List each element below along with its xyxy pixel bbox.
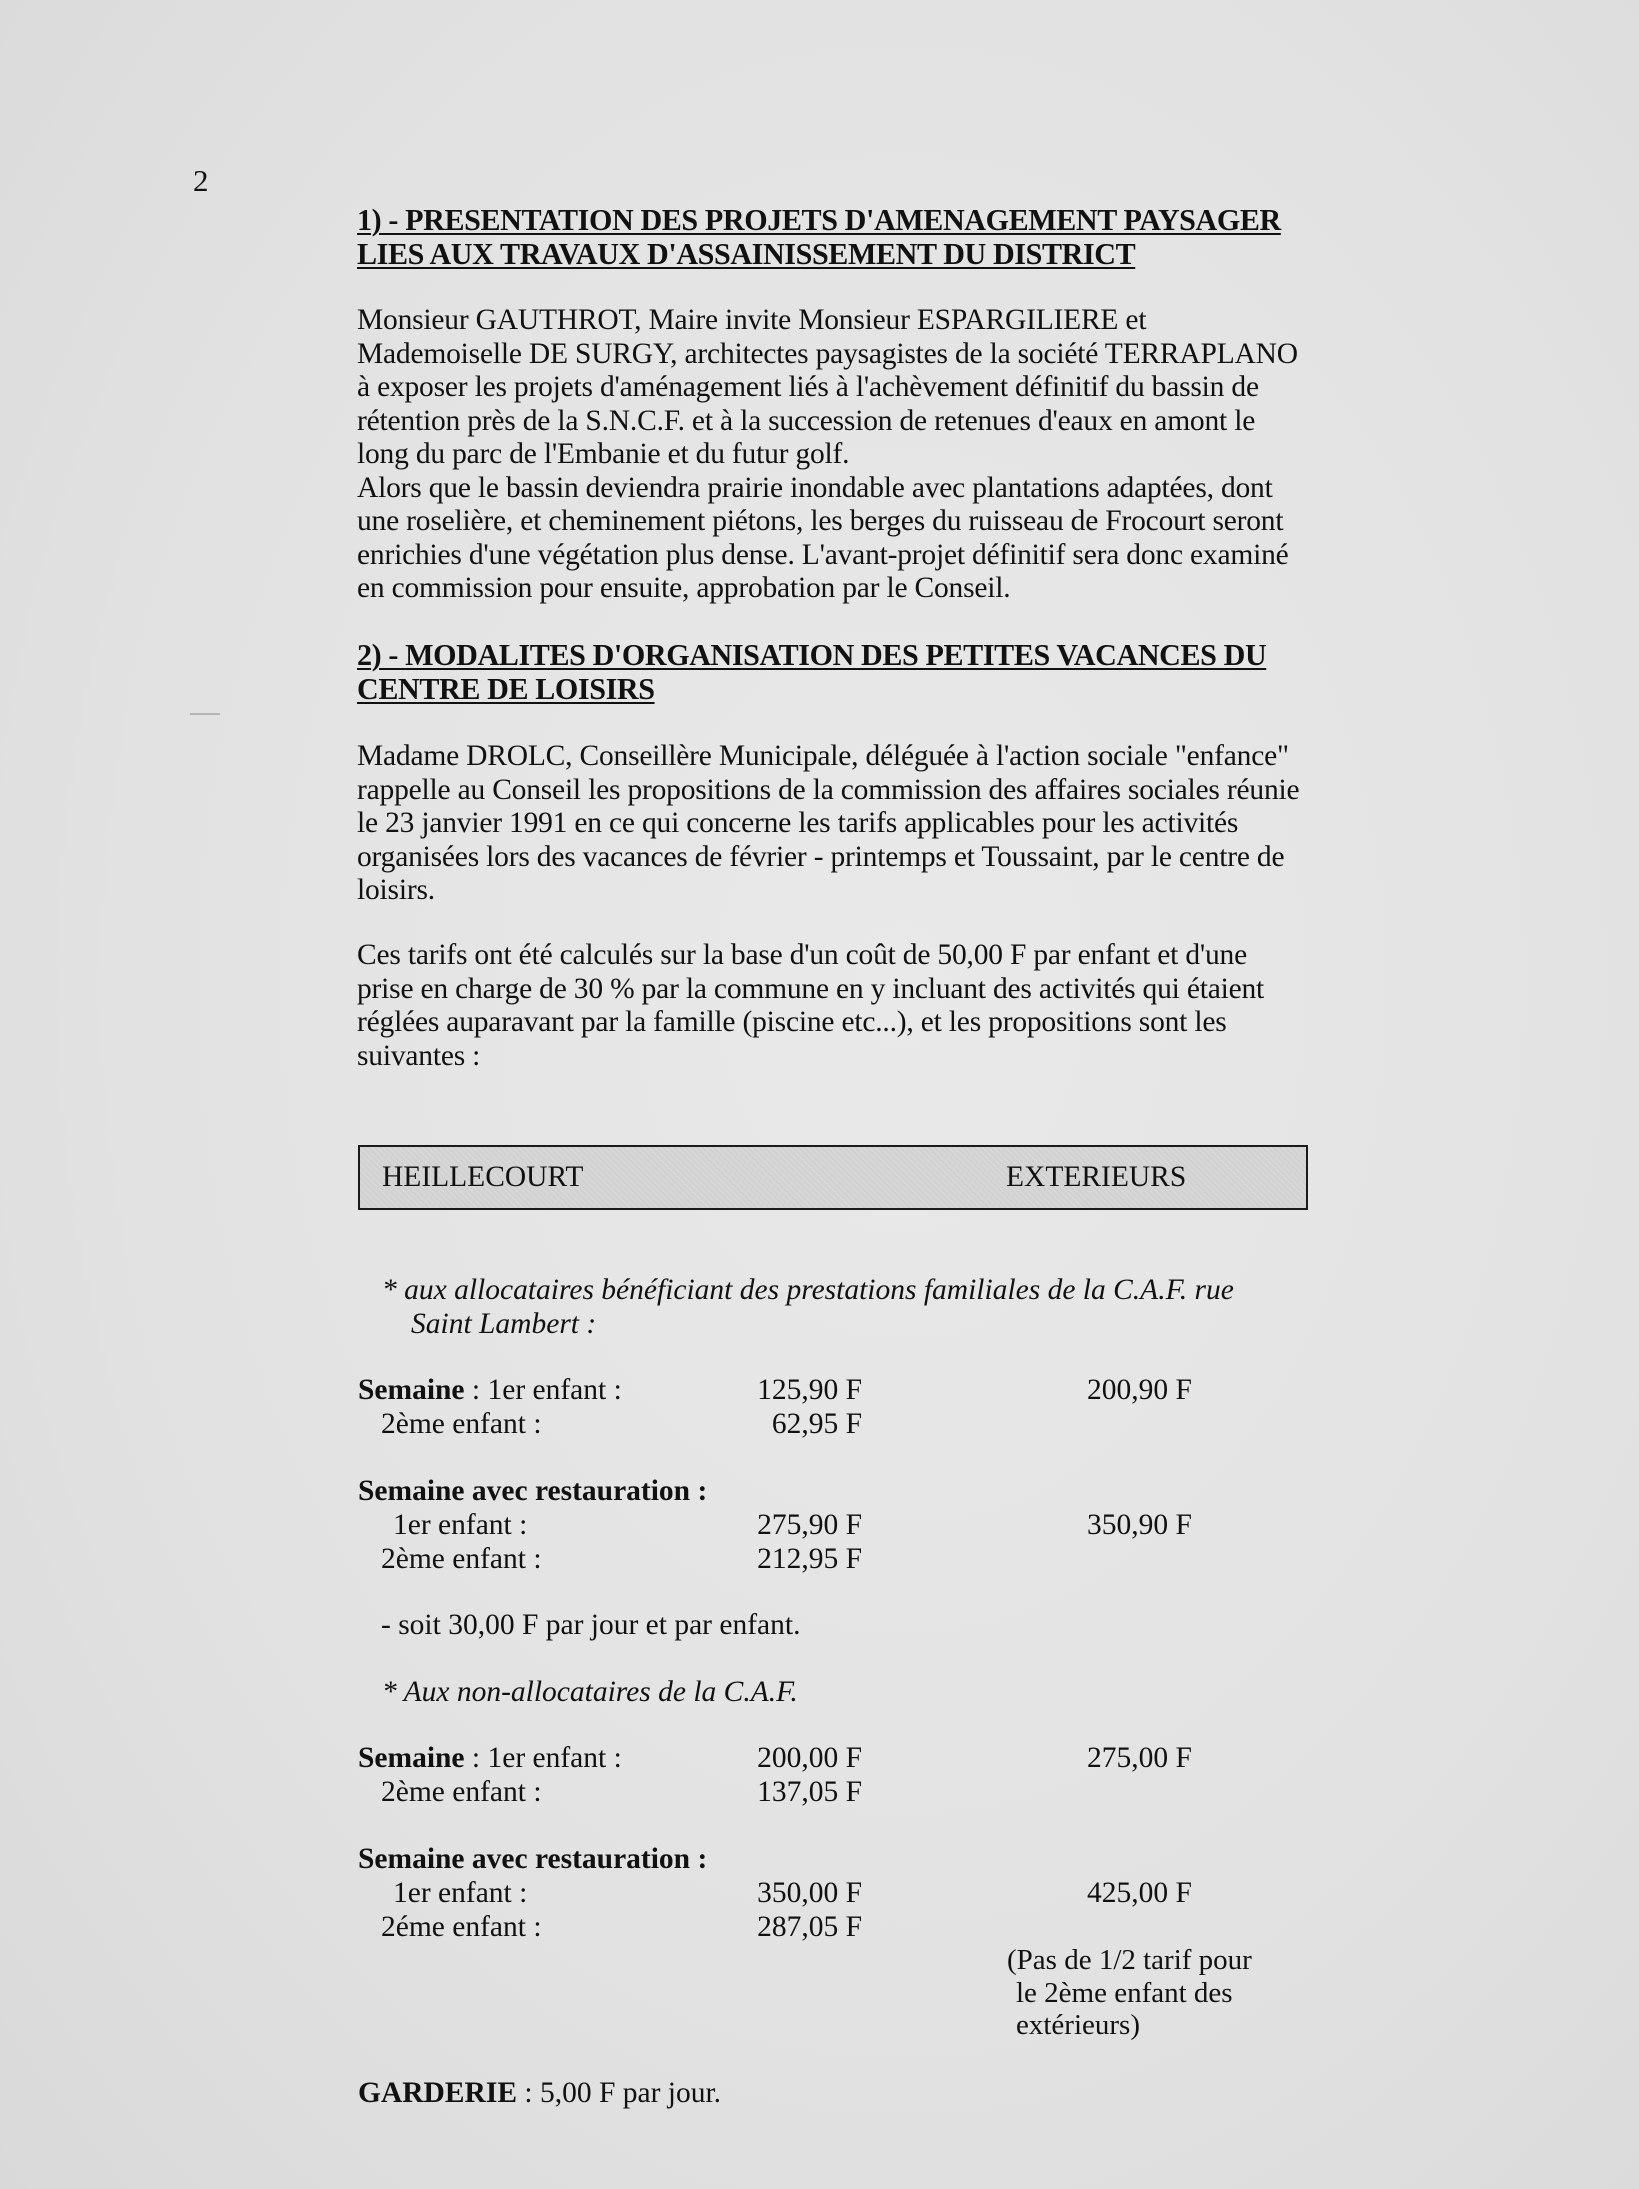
text-line: prise en charge de 30 % par la commune en y incluant des activités qui étaient: [357, 972, 1265, 1005]
price-local: 275,90 F: [757, 1509, 862, 1541]
heading-line: LIES AUX TRAVAUX D'ASSAINISSEMENT DU DISTRICT: [357, 236, 1136, 271]
text-line: une roselière, et cheminement piétons, les berges du ruisseau de Frocourt seront: [357, 505, 1284, 537]
price-exterior: 200,90 F: [1087, 1374, 1192, 1406]
text-line: en commission pour ensuite, approbation par le Conseil.: [357, 572, 1011, 604]
first-child-label: : 1er enfant :: [464, 1742, 622, 1774]
price-local: 62,95 F: [771, 1408, 862, 1440]
price-exterior: 275,00 F: [1087, 1742, 1192, 1774]
text-line: Mademoiselle DE SURGY, architectes paysagistes de la société TERRAPLANO: [357, 337, 1298, 370]
page-number: 2: [193, 163, 209, 198]
text-line: à exposer les projets d'aménagement liés à l'achèvement définitif du bassin de: [357, 371, 1259, 403]
text-line: rétention près de la S.N.C.F. et à la succession de retenues d'eaux en amont le: [357, 404, 1256, 437]
first-child-label: 1er enfant :: [393, 1509, 528, 1541]
exterior-note: [1007, 1944, 1252, 2042]
price-local: 200,00 F: [757, 1742, 862, 1774]
allocataires-title: * aux allocataires bénéficiant des prestations familiales de la C.A.F. rue: [382, 1274, 1234, 1306]
semaine-label: Semaine: [358, 1374, 465, 1406]
first-child-label: 1er enfant :: [393, 1877, 528, 1909]
section-1-paragraph: [357, 304, 1298, 606]
price-exterior: 425,00 F: [1087, 1877, 1192, 1909]
text-line: rappelle au Conseil les propositions de la commission des affaires sociales réunie: [357, 773, 1300, 806]
text-line: Ces tarifs ont été calculés sur la base d'un coût de 50,00 F par enfant et d'une: [357, 939, 1248, 971]
allocataires-title-cont: Saint Lambert :: [411, 1308, 597, 1340]
price-exterior: 350,90 F: [1087, 1509, 1192, 1541]
garderie-value: : 5,00 F par jour.: [517, 2077, 722, 2109]
heading-line: 2) - MODALITES D'ORGANISATION DES PETITES VACANCES DU: [357, 637, 1267, 672]
semaine-restauration-label: [358, 1474, 707, 1508]
semaine-row-label: [358, 1741, 622, 1775]
price-local: 212,95 F: [757, 1543, 862, 1575]
margin-mark: [190, 713, 220, 715]
column-header-heillecourt: HEILLECOURT: [382, 1161, 584, 1193]
second-child-label: 2ème enfant :: [381, 1776, 542, 1808]
garderie-line: [358, 2076, 721, 2110]
heading-line: CENTRE DE LOISIRS: [357, 671, 655, 706]
semaine-restauration-label: [358, 1842, 707, 1876]
section-2-heading: [357, 638, 1266, 706]
note-line: le 2ème enfant des: [1016, 1976, 1233, 2009]
text-line: organisées lors des vacances de février - printemps et Toussaint, par le centre de: [357, 840, 1285, 873]
semaine-row-label: [358, 1373, 622, 1407]
text-line: réglées auparavant par la famille (piscine etc...), et les propositions sont les: [357, 1006, 1227, 1038]
second-child-label: 2ème enfant :: [381, 1543, 542, 1575]
note-line: (Pas de 1/2 tarif pour: [1007, 1944, 1252, 1976]
text-line: long du parc de l'Embanie et du futur golf.: [357, 438, 850, 470]
text-line: Alors que le bassin deviendra prairie inondable avec plantations adaptées, dont: [357, 471, 1273, 504]
semaine-label: Semaine: [358, 1742, 465, 1774]
text-line: Monsieur GAUTHROT, Maire invite Monsieur ESPARGILIERE et: [357, 304, 1147, 336]
price-local: 137,05 F: [757, 1776, 862, 1808]
price-local: 287,05 F: [757, 1911, 862, 1943]
section-2-paragraph-1: [357, 740, 1299, 908]
section-2-paragraph-2: [357, 939, 1264, 1073]
section-1-heading: [357, 203, 1281, 271]
note-line: extérieurs): [1016, 2009, 1140, 2041]
second-child-label: 2ème enfant :: [381, 1408, 542, 1440]
second-child-label: 2éme enfant :: [381, 1911, 542, 1943]
text-line: Madame DROLC, Conseillère Municipale, déléguée à l'action sociale "enfance": [357, 740, 1289, 772]
daily-rate-note: - soit 30,00 F par jour et par enfant.: [381, 1609, 801, 1641]
semaine-restauration-text: Semaine avec restauration :: [358, 1843, 708, 1875]
first-child-label: : 1er enfant :: [464, 1374, 622, 1406]
price-local: 350,00 F: [757, 1877, 862, 1909]
price-local: 125,90 F: [757, 1374, 862, 1406]
text-line: suivantes :: [357, 1039, 481, 1072]
garderie-label: GARDERIE: [358, 2077, 517, 2109]
column-header-exterieurs: EXTERIEURS: [1006, 1161, 1187, 1193]
text-line: le 23 janvier 1991 en ce qui concerne les tarifs applicables pour les activités: [357, 807, 1239, 839]
semaine-restauration-text: Semaine avec restauration :: [358, 1475, 708, 1507]
non-allocataires-title: * Aux non-allocataires de la C.A.F.: [382, 1676, 798, 1708]
text-line: enrichies d'une végétation plus dense. L'avant-projet définitif sera donc examiné: [357, 538, 1289, 571]
heading-line: 1) - PRESENTATION DES PROJETS D'AMENAGEMENT PAYSAGER: [357, 202, 1281, 237]
text-line: loisirs.: [357, 874, 435, 906]
